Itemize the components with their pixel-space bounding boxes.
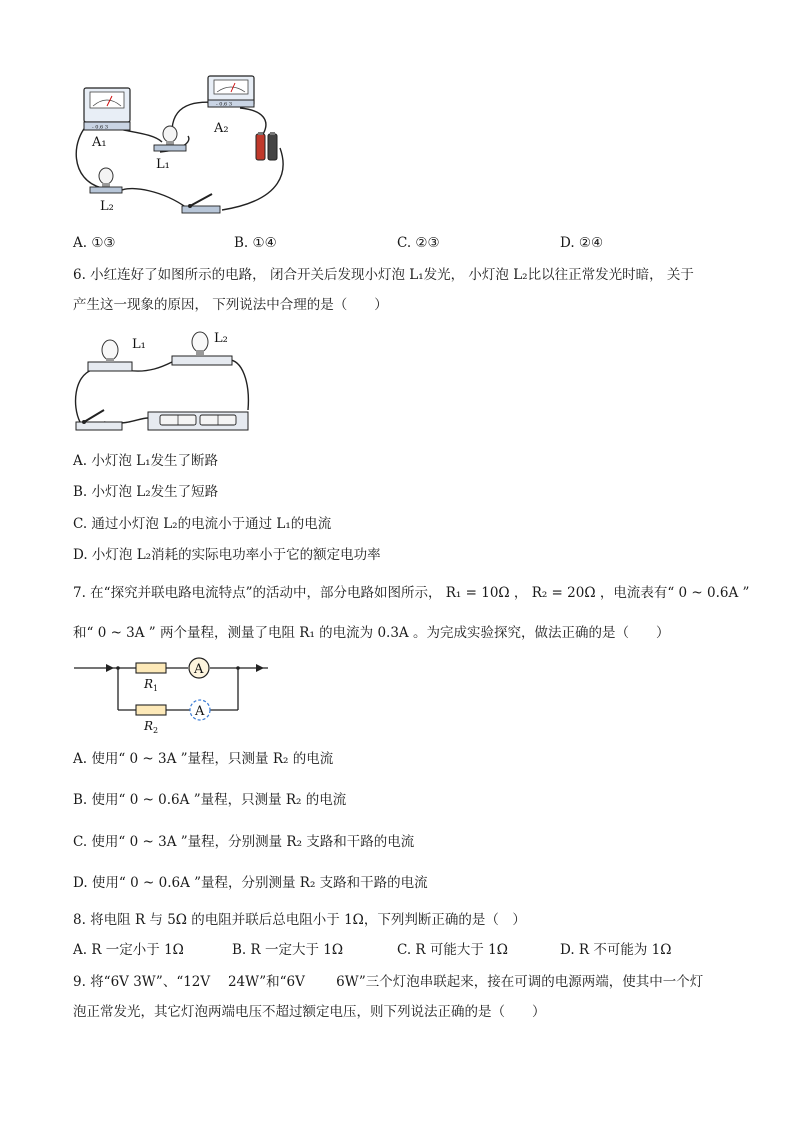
q6-option-b[interactable]: B. 小灯泡 L₂发生了短路 xyxy=(73,484,219,500)
q6-battery-icon xyxy=(148,412,248,430)
q5-option-b[interactable]: B. ①④ xyxy=(234,235,277,251)
q6-label-l1: L₁ xyxy=(132,337,146,352)
q7-option-a[interactable]: A. 使用“ 0 ~ 3A ”量程，只测量 R₂ 的电流 xyxy=(73,751,334,767)
r1-subscript: 1 xyxy=(153,684,159,693)
q6-option-a[interactable]: A. 小灯泡 L₁发生了断路 xyxy=(73,453,218,469)
switch-icon xyxy=(182,194,220,213)
ammeter-a2-scale: - 0.6 3 xyxy=(216,101,233,108)
r2-label: R xyxy=(144,719,154,733)
label-a1: A₁ xyxy=(92,135,107,150)
q9-stem-line-2: 泡正常发光，其它灯泡两端电压不超过额定电压，则下列说法正确的是（ ） xyxy=(73,1004,546,1020)
q7-option-b[interactable]: B. 使用“ 0 ~ 0.6A ”量程，只测量 R₂ 的电流 xyxy=(73,792,347,808)
resistor-r1 xyxy=(136,663,166,673)
r1-label: R xyxy=(144,677,154,691)
label-a2: A₂ xyxy=(214,121,229,136)
ammeter-a1-scale: - 0.6 3 xyxy=(92,124,109,131)
q7-option-c[interactable]: C. 使用“ 0 ~ 3A ”量程，分别测量 R₂ 支路和干路的电流 xyxy=(73,834,415,850)
q6-option-d[interactable]: D. 小灯泡 L₂消耗的实际电功率小于它的额定电功率 xyxy=(73,547,381,563)
q8-stem: 8. 将电阻 R 与 5Ω 的电阻并联后总电阻小于 1Ω，下列判断正确的是（ ） xyxy=(73,912,526,928)
q7-option-d[interactable]: D. 使用“ 0 ~ 0.6A ”量程，分别测量 R₂ 支路和干路的电流 xyxy=(73,875,428,891)
q5-circuit-figure xyxy=(62,70,302,220)
q6-switch-icon xyxy=(76,410,122,430)
r2-subscript: 2 xyxy=(153,726,159,735)
q6-label-l2: L₂ xyxy=(214,331,228,346)
resistor-r2 xyxy=(136,705,166,715)
q7-stem-line-2: 和“ 0 ~ 3A ” 两个量程，测量了电阻 R₁ 的电流为 0.3A 。为完成实验探究，做法正确的是（ ） xyxy=(73,625,670,641)
svg-text:R1 xyxy=(143,677,158,693)
svg-text:R2 xyxy=(143,719,158,735)
q7-parallel-circuit-figure xyxy=(70,650,280,740)
q5-option-c[interactable]: C. ②③ xyxy=(397,235,440,251)
q8-option-a[interactable]: A. R 一定小于 1Ω xyxy=(73,942,184,958)
q6-stem-line-1: 6. 小红连好了如图所示的电路， 闭合开关后发现小灯泡 L₁发光， 小灯泡 L₂比以往正常发光时暗， 关于 xyxy=(73,267,694,283)
label-l2: L₂ xyxy=(100,199,114,214)
q8-option-c[interactable]: C. R 可能大于 1Ω xyxy=(397,942,508,958)
q6-stem-line-2: 产生这一现象的原因， 下列说法中合理的是（ ） xyxy=(73,297,388,313)
bulb-l2-icon xyxy=(90,168,122,193)
q7-stem-line-1: 7. 在“探究并联电路电流特点”的活动中，部分电路如图所示， R₁ = 10Ω ， R₂ = 20Ω ，电流表有“ 0 ~ 0.6A ” xyxy=(73,585,750,601)
q8-option-d[interactable]: D. R 不可能为 1Ω xyxy=(560,942,672,958)
label-l1: L₁ xyxy=(156,157,170,172)
q6-circuit-figure xyxy=(68,326,268,436)
ammeter-main-label: A xyxy=(194,662,204,677)
ammeter-dashed-label: A xyxy=(195,704,205,719)
q6-option-c[interactable]: C. 通过小灯泡 L₂的电流小于通过 L₁的电流 xyxy=(73,516,332,532)
ammeter-a2-device xyxy=(208,76,254,108)
bulb-l1-icon xyxy=(154,126,186,151)
q5-option-a[interactable]: A. ①③ xyxy=(73,235,116,251)
q6-bulb-l1-icon xyxy=(88,340,132,371)
q8-option-b[interactable]: B. R 一定大于 1Ω xyxy=(232,942,344,958)
q9-stem-line-1: 9. 将“6V 3W”、“12V 24W”和“6V 6W”三个灯泡串联起来，接在可调的电源两端，使其中一个灯 xyxy=(73,974,704,990)
q5-option-d[interactable]: D. ②④ xyxy=(560,235,604,251)
battery-icon xyxy=(256,132,277,160)
ammeter-a1-device xyxy=(84,88,130,131)
